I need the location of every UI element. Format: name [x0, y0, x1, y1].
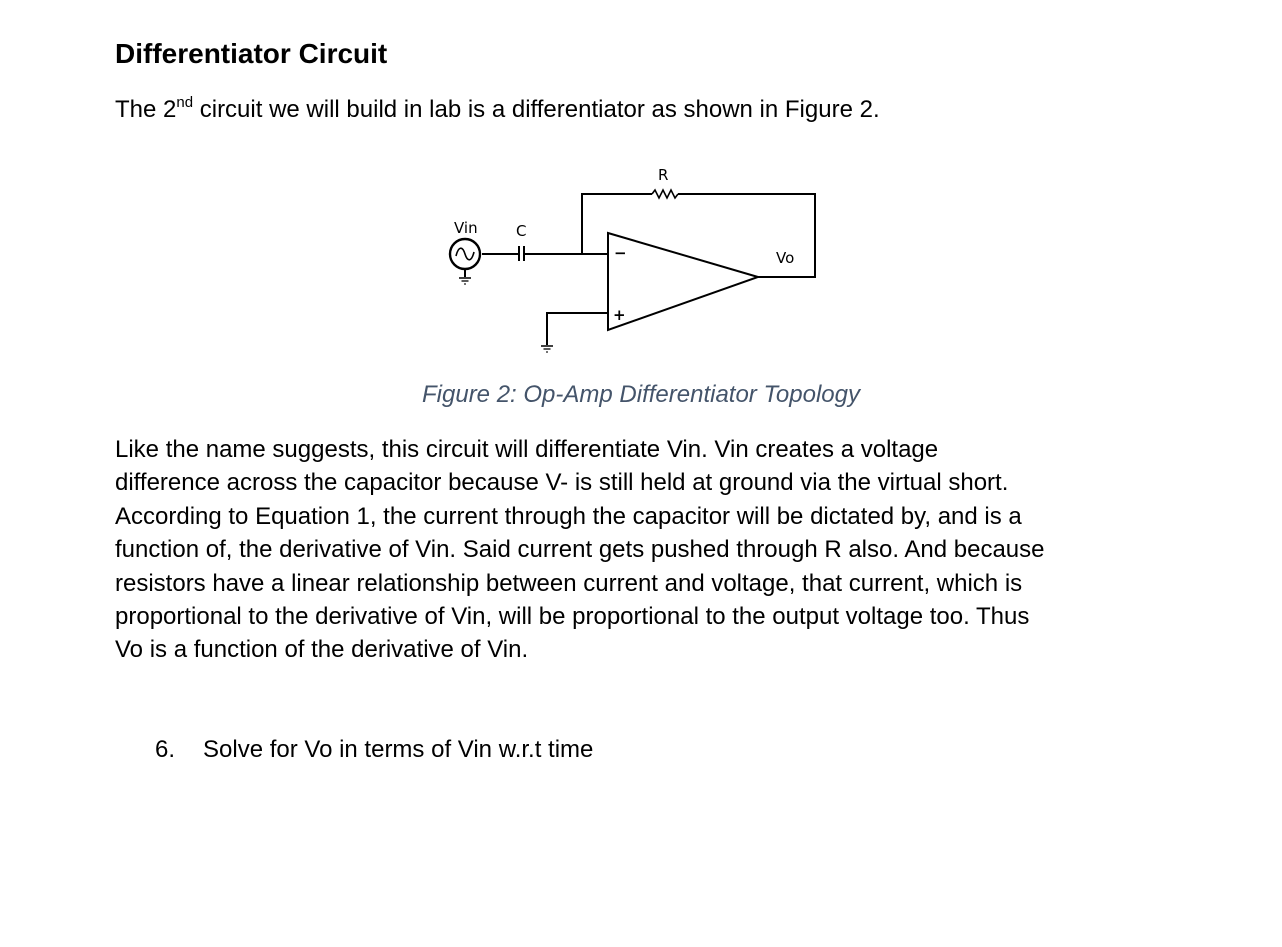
capacitor-label: C — [516, 222, 527, 240]
paragraph-line: According to Equation 1, the current through the capacitor will be dictated by, and is a — [115, 502, 1022, 530]
question-number: 6. — [155, 736, 176, 763]
output-label: Vo — [776, 249, 795, 267]
intro-text-after: circuit we will build in lab is a differentiator as shown in Figure 2. — [193, 96, 880, 123]
resistor-zigzag — [652, 190, 678, 198]
noninverting-sign: + — [613, 306, 626, 324]
vin-label: Vin — [454, 219, 478, 237]
figure-caption: Figure 2: Op-Amp Differentiator Topology — [422, 381, 860, 408]
paragraph-line: proportional to the derivative of Vin, will be proportional to the output voltage too. Thus — [115, 603, 1030, 631]
body-paragraph — [115, 433, 1215, 667]
inverting-sign: − — [614, 244, 627, 262]
paragraph-line: function of, the derivative of Vin. Said current gets pushed through R also. And because — [115, 536, 1045, 564]
op-amp-triangle — [608, 233, 758, 330]
intro-text-before: The 2 — [115, 96, 177, 123]
paragraph-line: Vo is a function of the derivative of Vin. — [115, 636, 529, 664]
question-text: Solve for Vo in terms of Vin w.r.t time — [203, 736, 594, 763]
section-heading: Differentiator Circuit — [115, 38, 388, 69]
feedback-right-wire — [678, 194, 815, 277]
intro-paragraph — [115, 96, 880, 124]
circuit-diagram — [440, 160, 840, 360]
noninverting-ground-wire — [547, 313, 608, 345]
ordinal-superscript: nd — [176, 94, 194, 111]
resistor-label: R — [658, 166, 669, 184]
paragraph-line: Like the name suggests, this circuit will differentiate Vin. Vin creates a voltage — [115, 436, 939, 463]
paragraph-line: difference across the capacitor because V- is still held at ground via the virtual short. — [115, 469, 1009, 497]
question-item — [155, 736, 593, 764]
paragraph-line: resistors have a linear relationship between current and voltage, that current, which is — [115, 569, 1023, 597]
